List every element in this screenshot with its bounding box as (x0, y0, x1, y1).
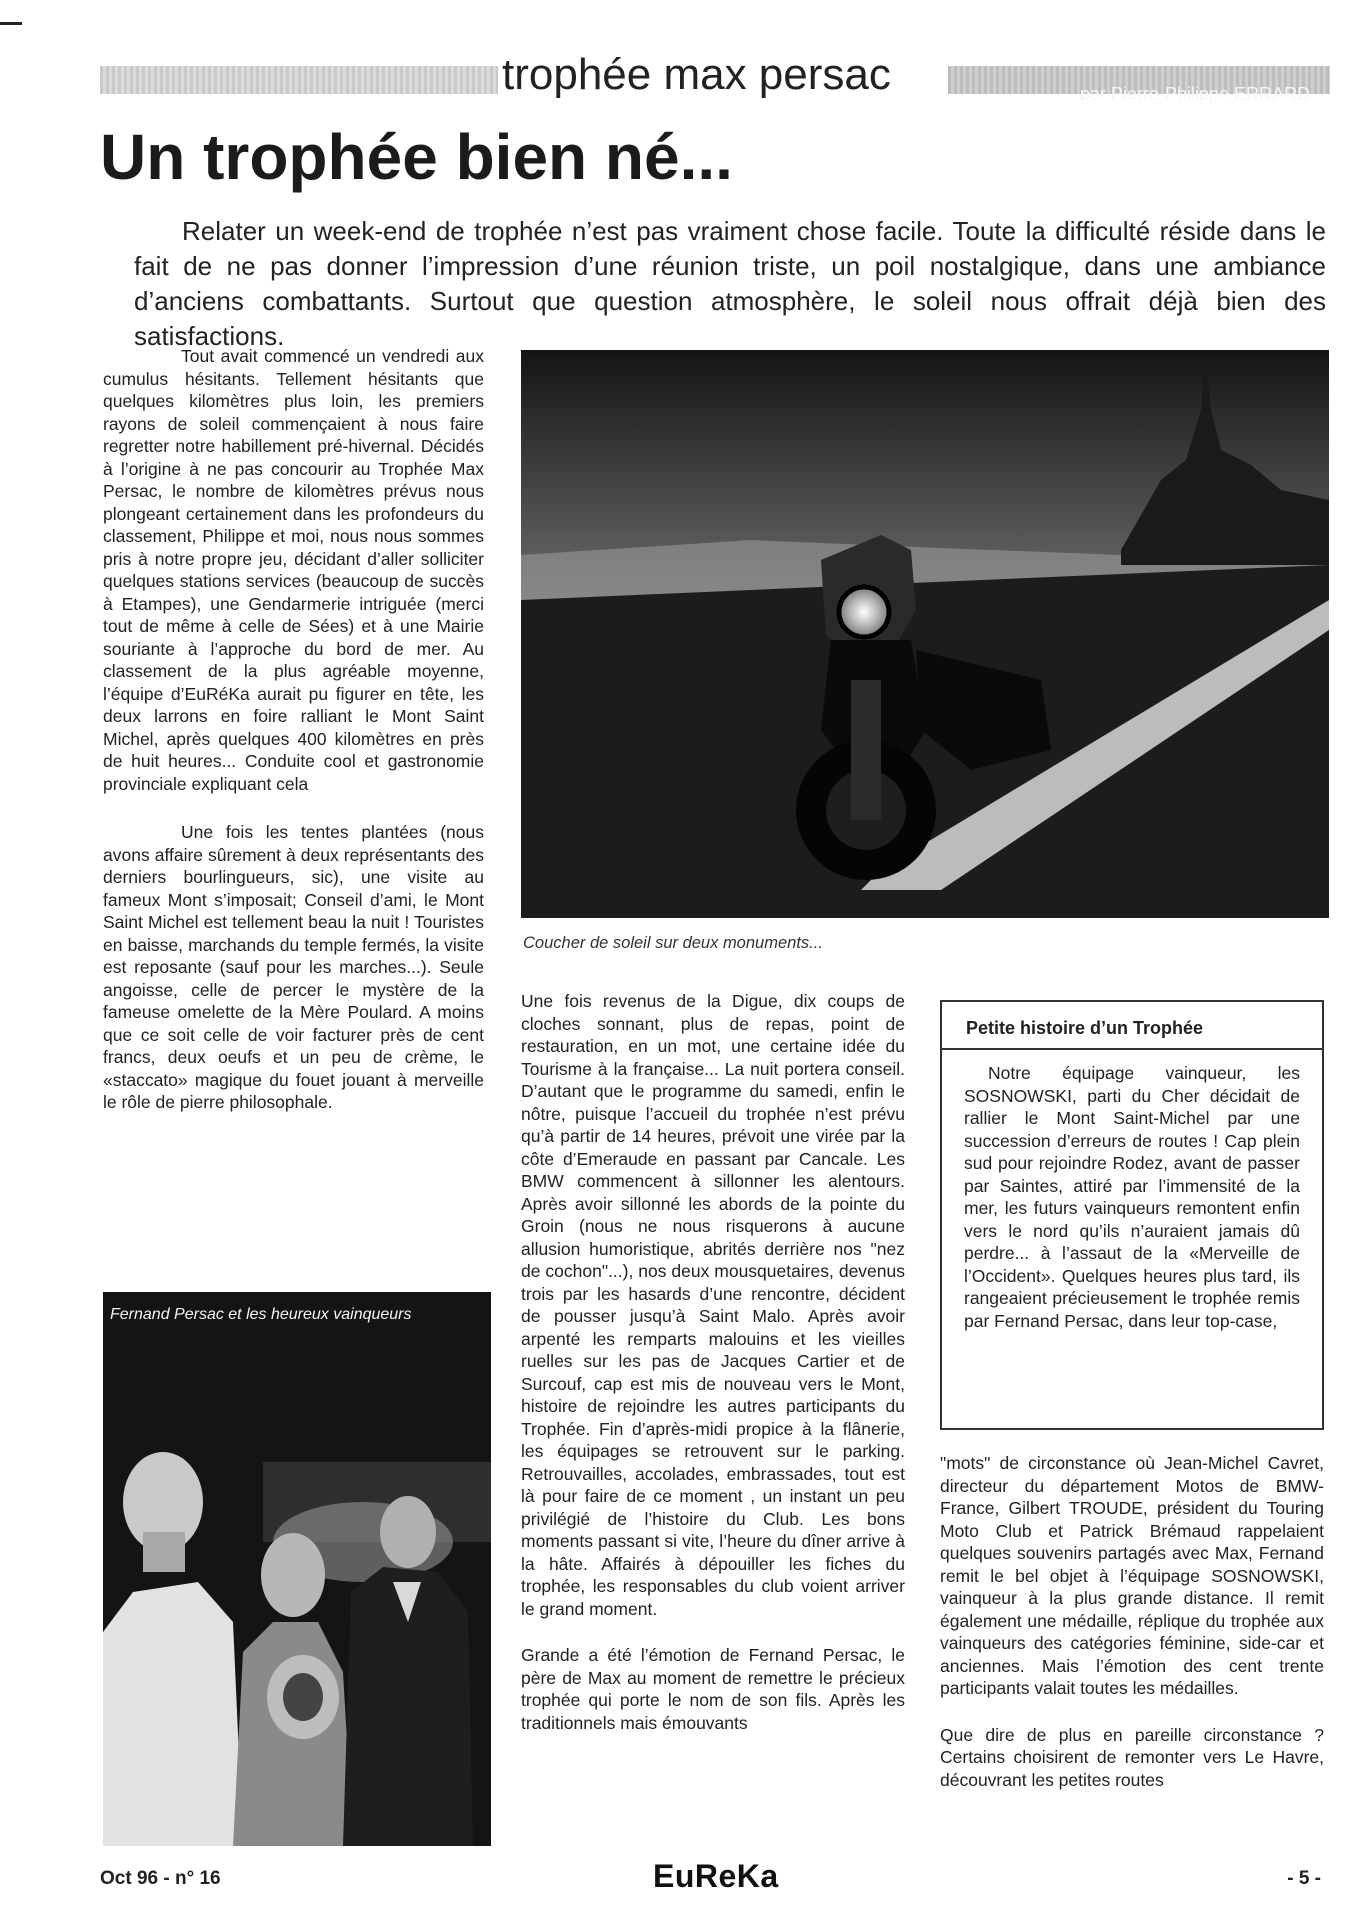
winners-photo (103, 1292, 491, 1846)
header-shade-left (100, 66, 498, 94)
column3-paragraph-1: "mots" de circonstance où Jean-Michel Cavret, directeur du département Motos de BMW-France, Gilbert TROUDE, président du Touring Moto Club et Patrick Brémaud rappelaient quelques souvenirs partagés avec Max, Fernand remit le bel objet à l’équipage SOSNOWSKI, vainqueur à la plus grande distance. Il remit également une médaille, réplique du trophée aux vainqueurs des catégories féminine, side-car et anciennes. Mais l’émotion des cent trente participants valait toutes les médailles. (940, 1453, 1324, 1698)
article-column-1 (103, 345, 484, 1132)
motorcycle-sunset-photo (521, 350, 1329, 918)
article-column-2 (521, 990, 905, 1752)
sidebar-divider (942, 1048, 1322, 1050)
author-byline: par Pierre-Philippe ERRARD (1079, 84, 1310, 104)
issue-info: Oct 96 - n° 16 (100, 1868, 221, 1889)
sidebar-box (940, 1000, 1324, 1430)
section-header (100, 50, 1330, 104)
headline: Un trophée bien né... (100, 121, 733, 193)
magazine-logo: EuReKa (653, 1858, 779, 1894)
main-photo-caption: Coucher de soleil sur deux monuments... (523, 934, 823, 952)
page-number: - 5 - (1287, 1868, 1321, 1889)
column2-paragraph-1: Une fois revenus de la Digue, dix coups de cloches sonnant, plus de repas, point de restauration, en un mot, une certaine idée du Tourisme à la française... La nuit portera conseil. D’autant que le programme du samedi, enfin le nôtre, puisque l’accueil du trophée n’est prévu qu’à partir de 14 heures, prévoit une virée par la côte d’Emeraude en passant par Cancale. Les BMW commencent à sillonner les alentours. Après avoir sillonné les abords de la pointe du Groin (nous ne nous risquerons à aucune allusion humoristique, abrités derrière nos "nez de cochon"...), nos deux mousquetaires, devenus trois par les hasards d’une rencontre, décident de pousser jusqu’à Saint Malo. Après avoir arpenté les remparts malouins et les vieilles ruelles sur les pas de Jacques Cartier et de Surcouf, cap est mis de nouveau vers le Mont, histoire de rejoindre les autres participants du Trophée. Fin d’après-midi propice à la flânerie, les équipages se retrouvent sur le parking. Retrouvailles, accolades, embrassades, tout est là pour faire de ce moment , un instant un peu privilégié de l’histoire du Club. Les bons moments passant si vite, l’heure du dîner arrive à la hâte. Affairés à dépouiller les fiches du trophée, les responsables du club voient arriver le grand moment. (521, 991, 905, 1619)
column2-paragraph-2: Grande a été l’émotion de Fernand Persac, le père de Max au moment de remettre le précieux trophée qui porte le nom de son fils. Après les traditionnels mais émouvants (521, 1645, 905, 1733)
header-shade-right (948, 66, 1330, 104)
column3-paragraph-2: Que dire de plus en pareille circonstance ? Certains choisirent de remonter vers Le Havre, découvrant les petites routes (940, 1724, 1324, 1790)
column1-paragraph-1: Tout avait commencé un vendredi aux cumulus hésitants. Tellement hésitants que quelques kilomètres plus loin, les premiers rayons de soleil commençaient à nous faire regretter notre habillement pré-hivernal. Décidés à l’origine à ne pas concourir au Trophée Max Persac, le nombre de kilomètres prévus nous plongeant certainement dans les profondeurs du classement, Philippe et moi, nous nous sommes pris à notre propre jeu, décidant d’aller solliciter quelques stations services (beaucoup de succès à Etampes), une Gendarmerie intriguée (merci tout de même à celle de Sées) et à une Mairie souriante à l’approche du bord de mer. Au classement de la plus agréable moyenne, l’équipe d’EuRéKa aurait pu figurer en tête, les deux larrons en foire ralliant le Mont Saint Michel, après quelques 400 kilomètres en près de huit heures... Conduite cool et gastronomie provinciale expliquant cela (103, 346, 484, 794)
column1-paragraph-2: Une fois les tentes plantées (nous avons affaire sûrement à deux représentants des derniers bourlingueurs, sic), une visite au fameux Mont s’imposait; Conseil d’ami, le Mont Saint Michel est tellement beau la nuit ! Touristes en baisse, marchands du temple fermés, la visite est reposante (sauf pour les marches...). Seule angoisse, celle de percer le mystère de la fameuse omelette de la Mère Poulard. A moins que ce soit celle de voir facturer près de cent francs, deux oeufs et un peu de crème, le «staccato» magique du fouet jouant à merveille le rôle de pierre philosophale. (103, 822, 484, 1112)
section-title: trophée max persac (502, 50, 891, 99)
sidebar-body: Notre équipage vainqueur, les SOSNOWSKI, parti du Cher décidait de rallier le Mont Saint-Michel par une succession d’erreurs de routes ! Cap plein sud pour rejoindre Rodez, avant de passer par Saintes, attiré par l’immensité de la mer, les futurs vainqueurs remontent enfin vers le nord qu’ils n’auraient jamais dû perdre... à l’assaut de la «Merveille de l’Occident». Quelques heures plus tard, ils rangeaient précieusement le trophée remis par Fernand Persac, dans leur top-case, (964, 1063, 1300, 1331)
article-column-3 (940, 1452, 1324, 1809)
motorcycle-photo-illustration (521, 350, 1329, 918)
sidebar-title: Petite histoire d’un Trophée (966, 1018, 1204, 1038)
winners-photo-illustration (103, 1292, 491, 1846)
intro-paragraph: Relater un week-end de trophée n’est pas vraiment chose facile. Toute la difficulté réside dans le fait de ne pas donner l’impression d’une réunion triste, un poil nostalgique, dans une ambiance d’anciens combattants. Surtout que question atmosphère, le soleil nous offrait déjà bien des satisfactions. (134, 216, 1326, 351)
winners-photo-caption: Fernand Persac et les heureux vainqueurs (110, 1306, 412, 1323)
crop-mark (0, 22, 22, 25)
